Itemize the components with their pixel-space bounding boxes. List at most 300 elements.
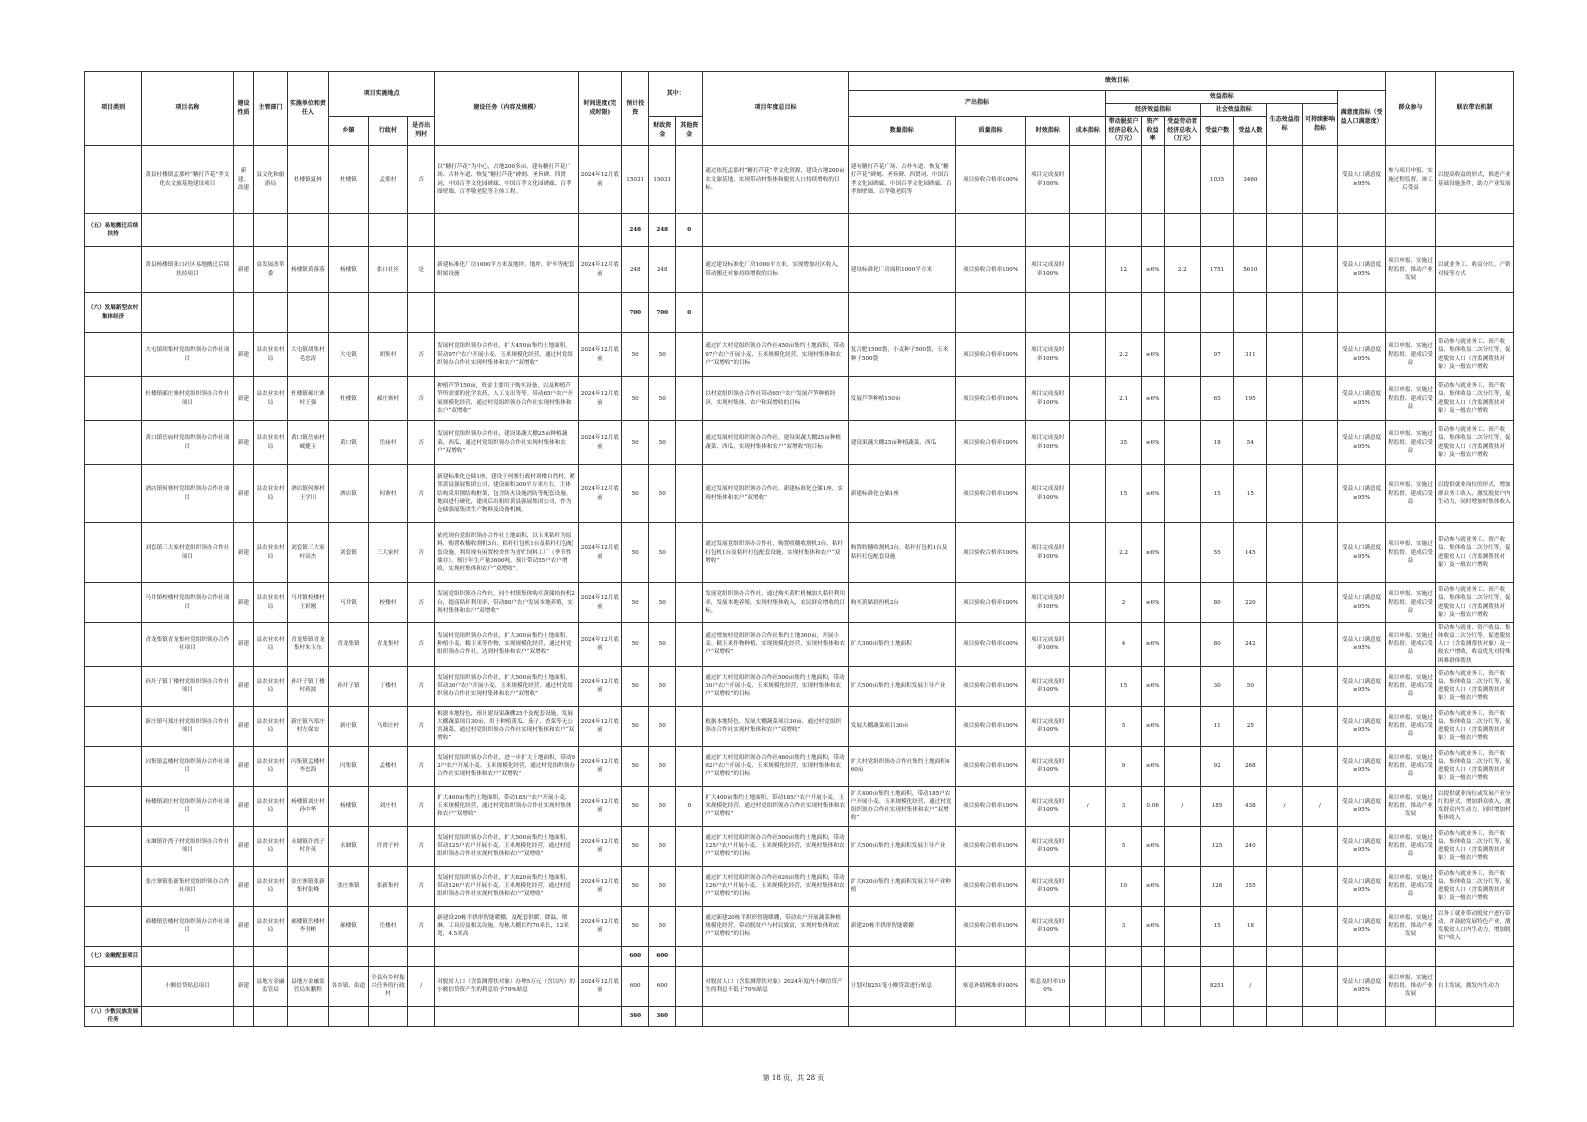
cell-yield: ≥6% xyxy=(1141,826,1164,866)
cell-task xyxy=(435,1006,578,1026)
cell-people: 195 xyxy=(1234,377,1267,421)
cell-annual: 发展党组织领办合作社，通过购买黄贮机械加大秸秆利用率，发展本地养殖，实现村集体收入，农民群众增收的目标。 xyxy=(703,583,848,623)
cell-satisfaction: 受益人口满意度≥95% xyxy=(1338,465,1386,523)
cell-unit: 郝楼镇岳楼村李书彬 xyxy=(287,906,329,946)
cell-fiscal: 600 xyxy=(649,966,676,1006)
cell-project-name: 小额信贷贴息项目 xyxy=(142,966,233,1006)
cell-category xyxy=(85,786,142,826)
cell-yield xyxy=(1141,946,1164,966)
cell-fiscal: 50 xyxy=(649,826,676,866)
cell-quality: 项目验收合格率100% xyxy=(955,465,1026,523)
header-cost: 成本指标 xyxy=(1070,117,1106,146)
cell-sustain xyxy=(1302,1006,1337,1026)
header-name: 项目名称 xyxy=(142,72,233,146)
cell-satisfaction: 受益人口满意度≥95% xyxy=(1338,377,1386,421)
header-town: 乡镇 xyxy=(329,117,368,146)
cell-project-name: 黄口镇岳庙村党组织领办合作社项目 xyxy=(142,421,233,465)
cell-dept: 县农业农村局 xyxy=(254,706,287,746)
cell-mechanism: 带动参与就业务工、资产收益、集体收益二次分红等，促进脱贫人口（含监测帮扶对象）及一般农户增收 xyxy=(1435,826,1513,866)
cell-category xyxy=(85,906,142,946)
cell-income: 35 xyxy=(1106,421,1141,465)
cell-other xyxy=(676,623,703,667)
cell-annual: 通过扩大村党组织领办合作社460亩集约土地面积，带动92户农户开展小麦、玉米规模化经营，实现村集体和农户“双增收”的目标 xyxy=(703,746,848,786)
cell-schedule: 2024年12月底前 xyxy=(578,523,622,583)
cell-timely: 项目完成及时率100% xyxy=(1026,906,1070,946)
cell-project-name: 大屯镇胡集村党组织领办合作社项目 xyxy=(142,333,233,377)
header-annual: 项目年度总目标 xyxy=(703,72,848,146)
cell-labor-income xyxy=(1164,1006,1200,1026)
cell-cost xyxy=(1070,465,1106,523)
cell-is-out xyxy=(408,293,435,333)
cell-other xyxy=(676,146,703,214)
cell-task: 对脱贫人口（含监测帮扶对象）办理5万元（含以内）的小额信贷资产生的利息给予70%贴息 xyxy=(435,966,578,1006)
cell-satisfaction: 受益人口满意度≥95% xyxy=(1338,333,1386,377)
cell-other xyxy=(676,966,703,1006)
cell-sustain xyxy=(1302,583,1337,623)
cell-project-name xyxy=(142,946,233,966)
section-row xyxy=(85,214,1514,247)
cell-satisfaction: 受益人口满意度≥95% xyxy=(1338,906,1386,946)
cell-town xyxy=(329,1006,368,1026)
cell-fiscal: 248 xyxy=(649,214,676,247)
cell-nature: 新建 xyxy=(233,377,254,421)
cell-sustain xyxy=(1302,906,1337,946)
cell-town: 新庄镇 xyxy=(329,706,368,746)
table-row xyxy=(85,866,1514,906)
cell-unit xyxy=(287,293,329,333)
cell-households: 55 xyxy=(1200,523,1233,583)
cell-invest: 50 xyxy=(622,523,649,583)
cell-dept: 县地方金融监管局 xyxy=(254,966,287,1006)
cell-fiscal: 50 xyxy=(649,333,676,377)
header-is-out: 是否出列村 xyxy=(408,117,435,146)
cell-dept: 县农业农村局 xyxy=(254,377,287,421)
cell-dept: 县农业农村局 xyxy=(254,421,287,465)
cell-qty: 发展芦笋种植150亩 xyxy=(848,377,955,421)
cell-nature: 新建 xyxy=(233,666,254,706)
cell-nature: 新建 xyxy=(233,826,254,866)
cell-households xyxy=(1200,214,1233,247)
cell-labor-income xyxy=(1164,623,1200,667)
cell-is-out: / xyxy=(408,966,435,1006)
cell-fiscal: 700 xyxy=(649,293,676,333)
cell-fiscal: 50 xyxy=(649,746,676,786)
header-output: 产出指标 xyxy=(848,91,1106,117)
cell-labor-income: 2.2 xyxy=(1164,247,1200,293)
header-satisfaction: 满意度指标（受益人口满意度） xyxy=(1338,91,1386,146)
cell-cost: / xyxy=(1070,786,1106,826)
cell-cost xyxy=(1070,946,1106,966)
cell-income: 15 xyxy=(1106,666,1141,706)
cell-income: 2.2 xyxy=(1106,333,1141,377)
cell-invest: 50 xyxy=(622,786,649,826)
cell-schedule: 2024年12月底前 xyxy=(578,333,622,377)
cell-income: 9 xyxy=(1106,746,1141,786)
cell-project-name xyxy=(142,214,233,247)
cell-unit: 黄口镇岳庙村臧健玉 xyxy=(287,421,329,465)
cell-is-out xyxy=(408,214,435,247)
cell-people: 15 xyxy=(1234,465,1267,523)
cell-task: 发展村党组织领办合作社，建设果蔬大棚25亩种植蔬菜、西瓜，通过村党组织领办合作社实现村集体和农户“双增收” xyxy=(435,421,578,465)
cell-timely xyxy=(1026,1006,1070,1026)
cell-unit: 新庄镇马郑庄村左保安 xyxy=(287,706,329,746)
table-body xyxy=(85,146,1514,1027)
cell-annual: 对脱贫人口（含监测帮扶对象）2024年度内小额信贷产生的利息不低于70%贴息 xyxy=(703,966,848,1006)
cell-category xyxy=(85,706,142,746)
cell-invest: 50 xyxy=(622,333,649,377)
cell-yield xyxy=(1141,1006,1164,1026)
cell-annual: 通过依托孟那村“糖打芦花”孝文化资源，建设占地200亩农文旅基地，实现带动村集体和脱贫人口持续增收的目标。 xyxy=(703,146,848,214)
cell-quality: 项目验收合格率100% xyxy=(955,247,1026,293)
header-unit: 实施单位和责任人 xyxy=(287,72,329,146)
cell-village: 全县有乡村振兴任务的行政村 xyxy=(368,966,407,1006)
cell-yield: ≥6% xyxy=(1141,666,1164,706)
header-income: 带动脱贫户经济总收入（万元） xyxy=(1106,117,1141,146)
cell-people: 5610 xyxy=(1234,247,1267,293)
cell-cost xyxy=(1070,214,1106,247)
cell-cost xyxy=(1070,966,1106,1006)
cell-satisfaction: 受益人口满意度≥95% xyxy=(1338,706,1386,746)
cell-qty: 建设标准化厂房面积1000平方米 xyxy=(848,247,955,293)
cell-labor-income xyxy=(1164,214,1200,247)
cell-nature: 新建 xyxy=(233,583,254,623)
cell-is-out: 否 xyxy=(408,421,435,465)
cell-other xyxy=(676,333,703,377)
cell-dept: 县发展改革委 xyxy=(254,247,287,293)
table-row xyxy=(85,906,1514,946)
cell-schedule: 2024年12月底前 xyxy=(578,706,622,746)
cell-qty: 发展大棚蔬菜项目30亩 xyxy=(848,706,955,746)
cell-category xyxy=(85,583,142,623)
cell-nature xyxy=(233,946,254,966)
cell-satisfaction: 受益人口满意度≥95% xyxy=(1338,583,1386,623)
cell-mass: 项目申报、实施过程监督、建成后受益 xyxy=(1386,746,1436,786)
cell-satisfaction: 受益人口满意度≥95% xyxy=(1338,421,1386,465)
cell-unit: 酒店镇何寨村王学川 xyxy=(287,465,329,523)
cell-mass: 项目申报、实施过程监督、建成后受益 xyxy=(1386,583,1436,623)
cell-mechanism: 以提高收益的形式，推进产业基础设施条件，助力产业发展 xyxy=(1435,146,1513,214)
cell-nature: 新建 xyxy=(233,786,254,826)
cell-village: 青龙集村 xyxy=(368,623,407,667)
cell-town: 杨楼镇 xyxy=(329,247,368,293)
cell-eco xyxy=(1267,293,1302,333)
cell-yield: ≥6% xyxy=(1141,623,1164,667)
cell-invest: 50 xyxy=(622,906,649,946)
cell-category: （七）金融配套项目 xyxy=(85,946,142,966)
cell-annual: 通过发展村党组织领办合作社，建设果蔬大棚25亩种植蔬菜、西瓜，实现村集体和农户“双增收”的目标 xyxy=(703,421,848,465)
cell-unit: 孙圩子镇丁楼村蒋波 xyxy=(287,666,329,706)
cell-sustain xyxy=(1302,623,1337,667)
cell-invest: 50 xyxy=(622,746,649,786)
cell-timely: 项目完成及时率100% xyxy=(1026,465,1070,523)
cell-income: 3 xyxy=(1106,906,1141,946)
cell-cost xyxy=(1070,906,1106,946)
cell-people: / xyxy=(1234,966,1267,1006)
cell-households xyxy=(1200,293,1233,333)
cell-satisfaction: 受益人口满意度≥95% xyxy=(1338,826,1386,866)
header-econ: 经济效益指标 xyxy=(1106,104,1201,117)
cell-dept xyxy=(254,1006,287,1026)
cell-other xyxy=(676,465,703,523)
cell-schedule: 2024年12月底前 xyxy=(578,377,622,421)
cell-households: 80 xyxy=(1200,623,1233,667)
cell-labor-income xyxy=(1164,826,1200,866)
cell-dept: 县农业农村局 xyxy=(254,583,287,623)
cell-category xyxy=(85,746,142,786)
cell-is-out: 否 xyxy=(408,623,435,667)
cell-project-name: 马井镇校楼村党组织领办合作社项目 xyxy=(142,583,233,623)
header-people: 受益人数 xyxy=(1234,117,1267,146)
cell-annual: 通过扩大村党组织领办合作社450亩集约土地面积，带动97户农户开展小麦、玉米规模化经营，实现村集体和农户“双增收”的目标 xyxy=(703,333,848,377)
cell-mechanism: 带动参与就业务工、资产收益、集体收益二次分红等，促进脱贫人口（含监测帮扶对象）及一般农户增收 xyxy=(1435,706,1513,746)
cell-village: 丁楼村 xyxy=(368,666,407,706)
cell-nature xyxy=(233,293,254,333)
cell-invest: 50 xyxy=(622,706,649,746)
cell-labor-income xyxy=(1164,946,1200,966)
cell-invest: 50 xyxy=(622,465,649,523)
cell-yield xyxy=(1141,966,1164,1006)
cell-quality: 项目验收合格率100% xyxy=(955,623,1026,667)
cell-satisfaction: 受益人口满意度≥95% xyxy=(1338,523,1386,583)
cell-people: 25 xyxy=(1234,706,1267,746)
cell-yield: ≥6% xyxy=(1141,333,1164,377)
cell-qty: 新建标准化仓储1座 xyxy=(848,465,955,523)
cell-sustain xyxy=(1302,966,1337,1006)
cell-households: 126 xyxy=(1200,866,1233,906)
cell-schedule: 2024年12月底前 xyxy=(578,146,622,214)
cell-dept: 县农业农村局 xyxy=(254,666,287,706)
cell-unit xyxy=(287,946,329,966)
cell-eco xyxy=(1267,247,1302,293)
cell-dept xyxy=(254,214,287,247)
cell-fiscal: 50 xyxy=(649,421,676,465)
cell-category xyxy=(85,866,142,906)
table-row xyxy=(85,146,1514,214)
cell-other: 0 xyxy=(676,293,703,333)
table-row xyxy=(85,333,1514,377)
cell-village: 岳楼村 xyxy=(368,906,407,946)
header-schedule: 时间进度(完成时限) xyxy=(578,72,622,146)
cell-sustain xyxy=(1302,866,1337,906)
cell-people: 268 xyxy=(1234,746,1267,786)
cell-nature: 新建 xyxy=(233,906,254,946)
cell-yield xyxy=(1141,293,1164,333)
cell-project-name: 新庄镇马郑庄村党组织领办合作社项目 xyxy=(142,706,233,746)
cell-households: 125 xyxy=(1200,826,1233,866)
cell-dept: 县农业农村局 xyxy=(254,623,287,667)
cell-category: （八）少数民族发展任务 xyxy=(85,1006,142,1026)
cell-annual: 通过扩大村党组织领办合作社500亩集约土地面积，带动125户农户开展小麦、玉米规模化经营，实现村集体和农户“双增收”的目标 xyxy=(703,826,848,866)
header-location: 项目实施地点 xyxy=(329,72,435,117)
cell-annual xyxy=(703,1006,848,1026)
cell-mass: 项目申报、实施过程监督、建成后受益 xyxy=(1386,666,1436,706)
cell-satisfaction xyxy=(1338,946,1386,966)
cell-unit: 大屯镇胡集村毛忠涛 xyxy=(287,333,329,377)
header-timely: 时效指标 xyxy=(1026,117,1070,146)
cell-satisfaction: 受益人口满意度≥95% xyxy=(1338,866,1386,906)
cell-fiscal: 248 xyxy=(649,247,676,293)
cell-unit: 马井镇校楼村王彩刚 xyxy=(287,583,329,623)
cell-village: 郝庄寨村 xyxy=(368,377,407,421)
cell-quality xyxy=(955,293,1026,333)
table-row xyxy=(85,826,1514,866)
cell-fiscal: 50 xyxy=(649,465,676,523)
cell-schedule xyxy=(578,214,622,247)
cell-annual: 扩大400亩集约土地面积，带动185户农户开展小麦、玉米规模化经营，通过村党组织领办合作社实现村集体和农户“双增收” xyxy=(703,786,848,826)
header-mass: 群众参与 xyxy=(1386,72,1436,146)
cell-labor-income xyxy=(1164,421,1200,465)
cell-nature: 新建 xyxy=(233,333,254,377)
cell-village: 孟那村 xyxy=(368,146,407,214)
cell-fiscal: 50 xyxy=(649,523,676,583)
cell-yield: ≥6% xyxy=(1141,377,1164,421)
cell-mass: 项目申报、实施过程监督、推动产业发展 xyxy=(1386,247,1436,293)
table-row xyxy=(85,421,1514,465)
cell-qty: 新建20栋半拱形智能暖棚 xyxy=(848,906,955,946)
cell-category: （六）发展新型农村集体经济 xyxy=(85,293,142,333)
cell-timely: 项目完成及时率100% xyxy=(1026,746,1070,786)
cell-income: 12 xyxy=(1106,247,1141,293)
cell-people: 18 xyxy=(1234,906,1267,946)
section-row xyxy=(85,946,1514,966)
cell-unit xyxy=(287,1006,329,1026)
cell-timely: 项目完成及时率100% xyxy=(1026,146,1070,214)
cell-labor-income xyxy=(1164,866,1200,906)
cell-annual: 通过发展党组织领办合作社，购置收穗收割机3台，秸秆打包机1台及秸秆打包配套设施，实现村集体和农户“双增收” xyxy=(703,523,848,583)
cell-unit: 杜楼镇夏林 xyxy=(287,146,329,214)
cell-village: 许湾子村 xyxy=(368,826,407,866)
cell-task: 根据本地特色，预计建设果蔬棚25个及配套设施，发展大棚蔬菜项目30亩，用于种植黄瓜、茄子、香菜等无公害蔬菜，通过村党组织领办合作社实现村集体和农户“双增收” xyxy=(435,706,578,746)
cell-invest: 50 xyxy=(622,377,649,421)
cell-schedule: 2024年12月底前 xyxy=(578,786,622,826)
cell-dept: 县农业农村局 xyxy=(254,333,287,377)
cell-unit xyxy=(287,214,329,247)
cell-people xyxy=(1234,1006,1267,1026)
cell-timely: 项目完成及时率100% xyxy=(1026,583,1070,623)
cell-qty: 扩大400亩集约土地面积，带动185户农户开展小麦、玉米规模化经营，通过村党组织领办合作社实现村集体和农户“双增收” xyxy=(848,786,955,826)
cell-unit: 县地方金融监管局朱鹏程 xyxy=(287,966,329,1006)
cell-satisfaction: 受益人口满意度≥95% xyxy=(1338,966,1386,1006)
cell-town: 青龙集镇 xyxy=(329,623,368,667)
cell-schedule: 2024年12月底前 xyxy=(578,623,622,667)
cell-dept: 县农业农村局 xyxy=(254,786,287,826)
cell-town: 酒店镇 xyxy=(329,465,368,523)
cell-households: 11 xyxy=(1200,706,1233,746)
cell-other xyxy=(676,421,703,465)
cell-sustain xyxy=(1302,706,1337,746)
cell-mechanism xyxy=(1435,293,1513,333)
cell-category xyxy=(85,247,142,293)
cell-invest: 50 xyxy=(622,623,649,667)
cell-yield: ≥6% xyxy=(1141,706,1164,746)
cell-yield xyxy=(1141,146,1164,214)
cell-task xyxy=(435,214,578,247)
cell-labor-income xyxy=(1164,523,1200,583)
cell-annual xyxy=(703,946,848,966)
table-row xyxy=(85,706,1514,746)
cell-task: 新建标准化仓储1座，建设于何寨行政村刘楼自然村，紧邻黄县强展集团公司，建设面积300平方米左右，主体结构采用钢结构框架，包含防火设施消防等配套设施。地面进行硬化，建成后出租给黄县强展集团公司，作为仓储强展集团生产物料及设备机械。 xyxy=(435,465,578,523)
cell-invest: 50 xyxy=(622,666,649,706)
cell-annual: 通过发展村党组织领办合作社，新建标准化仓储1座，实现村集体和农户“双增收” xyxy=(703,465,848,523)
cell-unit: 刘套镇三大家村高杰 xyxy=(287,523,329,583)
cell-mechanism: 带动参与就业务工、资产收益、集体收益二次分红等，促进脱贫人口（含监测帮扶对象）及一般农户增收 xyxy=(1435,746,1513,786)
cell-annual: 通过扩大村党组织领办合作社500亩集约土地面积，带动30户农户开展小麦、玉米规模化经营，实现村集体和农户“双增收”的目标 xyxy=(703,666,848,706)
cell-mass: 项目申报、实施过程监督、推动产业发展 xyxy=(1386,966,1436,1006)
cell-annual: 根据本地特色，发展大棚蔬菜项目30亩，通过村党组织领办合作社实现村集体和农户“双增收” xyxy=(703,706,848,746)
cell-labor-income xyxy=(1164,146,1200,214)
cell-is-out: 否 xyxy=(408,666,435,706)
cell-village: 何寨村 xyxy=(368,465,407,523)
cell-annual xyxy=(703,293,848,333)
cell-people: 145 xyxy=(1234,523,1267,583)
cell-project-name: 孙圩子镇丁楼村党组织领办合作社项目 xyxy=(142,666,233,706)
cell-satisfaction: 受益人口满意度≥95% xyxy=(1338,247,1386,293)
cell-is-out: 否 xyxy=(408,377,435,421)
cell-dept: 县农业农村局 xyxy=(254,866,287,906)
cell-mass: 参与项目申报、实施过程监督、竣工后受益 xyxy=(1386,146,1436,214)
header-village: 行政村 xyxy=(368,117,407,146)
cell-is-out: 否 xyxy=(408,906,435,946)
cell-eco xyxy=(1267,666,1302,706)
cell-other xyxy=(676,247,703,293)
cell-labor-income xyxy=(1164,465,1200,523)
cell-town: 孙圩子镇 xyxy=(329,666,368,706)
cell-cost xyxy=(1070,746,1106,786)
cell-qty: 计划对8251笔小额贷款进行贴息 xyxy=(848,966,955,1006)
cell-people xyxy=(1234,214,1267,247)
cell-timely: 项目完成及时率100% xyxy=(1026,247,1070,293)
cell-category: （五）易地搬迁后续扶持 xyxy=(85,214,142,247)
cell-unit: 张庄寨镇张新集村张峰 xyxy=(287,866,329,906)
cell-schedule: 2024年12月底前 xyxy=(578,421,622,465)
cell-people: 311 xyxy=(1234,333,1267,377)
header-benefit: 效益指标 xyxy=(1106,91,1338,104)
cell-is-out: 否 xyxy=(408,146,435,214)
cell-income: 5 xyxy=(1106,706,1141,746)
cell-sustain: / xyxy=(1302,786,1337,826)
table-row xyxy=(85,583,1514,623)
header-qty: 数量指标 xyxy=(848,117,955,146)
cell-mechanism xyxy=(1435,214,1513,247)
cell-sustain xyxy=(1302,293,1337,333)
cell-other xyxy=(676,377,703,421)
cell-labor-income xyxy=(1164,377,1200,421)
header-among: 其中： xyxy=(649,72,703,117)
cell-income xyxy=(1106,1006,1141,1026)
cell-timely: 项目完成及时率100% xyxy=(1026,421,1070,465)
cell-dept: 县农业农村局 xyxy=(254,523,287,583)
cell-eco xyxy=(1267,523,1302,583)
cell-other xyxy=(676,946,703,966)
cell-other: 0 xyxy=(676,786,703,826)
cell-invest: 50 xyxy=(622,583,649,623)
cell-task: 发展党组织领办合作社，同个村镇集体购买黄储拾扮机2台，提高秸秆利用率，带动80户农户发展本地养殖，实现村集体和农户“双增收” xyxy=(435,583,578,623)
cell-timely: 项目完成及时率100% xyxy=(1026,826,1070,866)
cell-nature: 新建 xyxy=(233,247,254,293)
cell-eco xyxy=(1267,706,1302,746)
cell-category xyxy=(85,377,142,421)
table-row xyxy=(85,247,1514,293)
cell-village xyxy=(368,946,407,966)
cell-satisfaction: 受益人口满意度≥95% xyxy=(1338,623,1386,667)
cell-other: 0 xyxy=(676,214,703,247)
cell-schedule: 2024年12月底前 xyxy=(578,247,622,293)
cell-category xyxy=(85,146,142,214)
cell-fiscal: 15031 xyxy=(649,146,676,214)
cell-eco xyxy=(1267,583,1302,623)
page-footer: 第 18 页，共 28 页 xyxy=(762,1074,825,1082)
cell-village xyxy=(368,214,407,247)
